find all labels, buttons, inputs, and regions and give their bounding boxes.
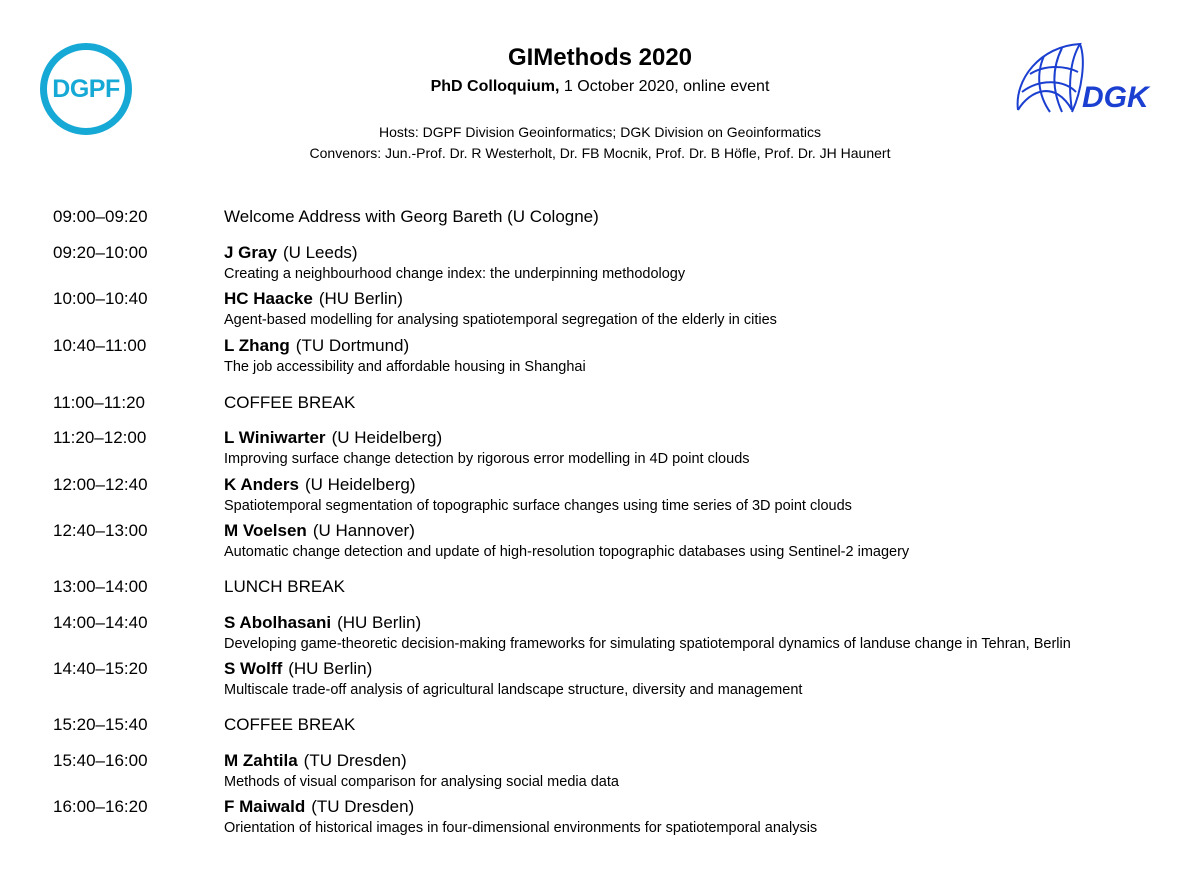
speaker-affiliation: (U Heidelberg) (331, 428, 443, 447)
session-time: 11:20–12:00 (53, 428, 147, 447)
speaker-name: L Winiwarter (224, 428, 326, 447)
session-content (224, 336, 586, 375)
speaker-line (224, 336, 586, 356)
speaker-name: K Anders (224, 475, 299, 494)
speaker-line (224, 289, 777, 309)
session-title: LUNCH BREAK (224, 577, 345, 596)
talk-title: Multiscale trade-off analysis of agricultural landscape structure, diversity and management (224, 682, 803, 698)
page-title: GIMethods 2020 (507, 44, 693, 71)
talk-title: Methods of visual comparison for analysing social media data (224, 774, 619, 790)
speaker-affiliation: (U Leeds) (282, 243, 358, 262)
session-content (224, 797, 817, 836)
talk-title: Spatiotemporal segmentation of topographic surface changes using time series of 3D point clouds (224, 498, 852, 514)
session-time: 12:40–13:00 (53, 521, 148, 540)
speaker-name: S Wolff (224, 659, 283, 678)
session-content (224, 751, 619, 790)
session-content (224, 613, 1071, 652)
session-time: 16:00–16:20 (53, 797, 148, 816)
dgk-logo-text: DGK (1082, 81, 1149, 114)
speaker-affiliation: (HU Berlin) (288, 659, 373, 678)
session-content (224, 428, 750, 467)
session-content (224, 475, 852, 514)
session-title: Welcome Address with Georg Bareth (U Cologne) (224, 207, 599, 226)
session-time: 09:00–09:20 (53, 207, 148, 226)
subtitle-details: 1 October 2020, online event (559, 78, 770, 95)
hosts-block (0, 122, 1200, 164)
speaker-name: F Maiwald (224, 797, 306, 816)
session-content (224, 577, 345, 597)
speaker-name: S Abolhasani (224, 613, 332, 632)
speaker-name: L Zhang (224, 336, 290, 355)
speaker-line (224, 659, 802, 679)
session-content (224, 715, 355, 735)
session-content (224, 243, 685, 282)
session-time: 15:40–16:00 (53, 751, 148, 770)
session-time: 12:00–12:40 (53, 475, 148, 494)
speaker-line (224, 613, 1071, 633)
session-time: 10:00–10:40 (53, 289, 148, 308)
session-time: 09:20–10:00 (53, 243, 148, 262)
speaker-name: M Zahtila (224, 751, 298, 770)
session-title: COFFEE BREAK (224, 393, 356, 412)
speaker-name: J Gray (224, 243, 277, 262)
page-subtitle (0, 78, 1200, 96)
talk-title: Improving surface change detection by rigorous error modelling in 4D point clouds (224, 451, 750, 467)
subtitle-event: PhD Colloquium, (430, 78, 560, 95)
session-content (224, 289, 777, 328)
talk-title: Orientation of historical images in four-dimensional environments for spatiotemporal analysis (224, 820, 818, 836)
speaker-line (224, 428, 750, 448)
hosts-line: Hosts: DGPF Division Geoinformatics; DGK Division on Geoinformatics (379, 124, 821, 140)
session-time: 14:00–14:40 (53, 613, 148, 632)
session-title: COFFEE BREAK (224, 715, 356, 734)
talk-title: Automatic change detection and update of high-resolution topographic databases using Sentinel-2 imagery (224, 544, 910, 560)
session-time: 10:40–11:00 (53, 336, 147, 355)
talk-title: Creating a neighbourhood change index: the underpinning methodology (224, 266, 686, 282)
speaker-line (224, 521, 909, 541)
dgpf-logo-text: DGPF (52, 74, 120, 103)
speaker-affiliation: (HU Berlin) (337, 613, 422, 632)
session-time: 11:00–11:20 (53, 393, 146, 412)
speaker-affiliation: (TU Dortmund) (295, 336, 410, 355)
speaker-affiliation: (HU Berlin) (318, 289, 403, 308)
speaker-line (224, 475, 852, 495)
talk-title: The job accessibility and affordable housing in Shanghai (224, 359, 586, 375)
speaker-affiliation: (TU Dresden) (311, 797, 415, 816)
speaker-affiliation: (U Hannover) (312, 521, 415, 540)
speaker-line (224, 243, 685, 263)
speaker-name: HC Haacke (224, 289, 313, 308)
speaker-affiliation: (U Heidelberg) (304, 475, 416, 494)
speaker-name: M Voelsen (224, 521, 307, 540)
speaker-affiliation: (TU Dresden) (303, 751, 407, 770)
session-content (224, 521, 909, 560)
speaker-line (224, 751, 619, 771)
talk-title: Agent-based modelling for analysing spatiotemporal segregation of the elderly in cities (224, 312, 777, 328)
convenors-line: Convenors: Jun.-Prof. Dr. R Westerholt, Dr. FB Mocnik, Prof. Dr. B Höfle, Prof. Dr. JH Haunert (309, 145, 891, 161)
talk-title: Developing game-theoretic decision-making frameworks for simulating spatiotemporal dynamics of landuse change in Tehran, Berlin (224, 636, 1071, 652)
session-content (224, 393, 355, 413)
session-content (224, 659, 802, 698)
session-content (224, 207, 599, 227)
speaker-line (224, 797, 817, 817)
session-time: 14:40–15:20 (53, 659, 148, 678)
session-time: 13:00–14:00 (53, 577, 148, 596)
session-time: 15:20–15:40 (53, 715, 148, 734)
